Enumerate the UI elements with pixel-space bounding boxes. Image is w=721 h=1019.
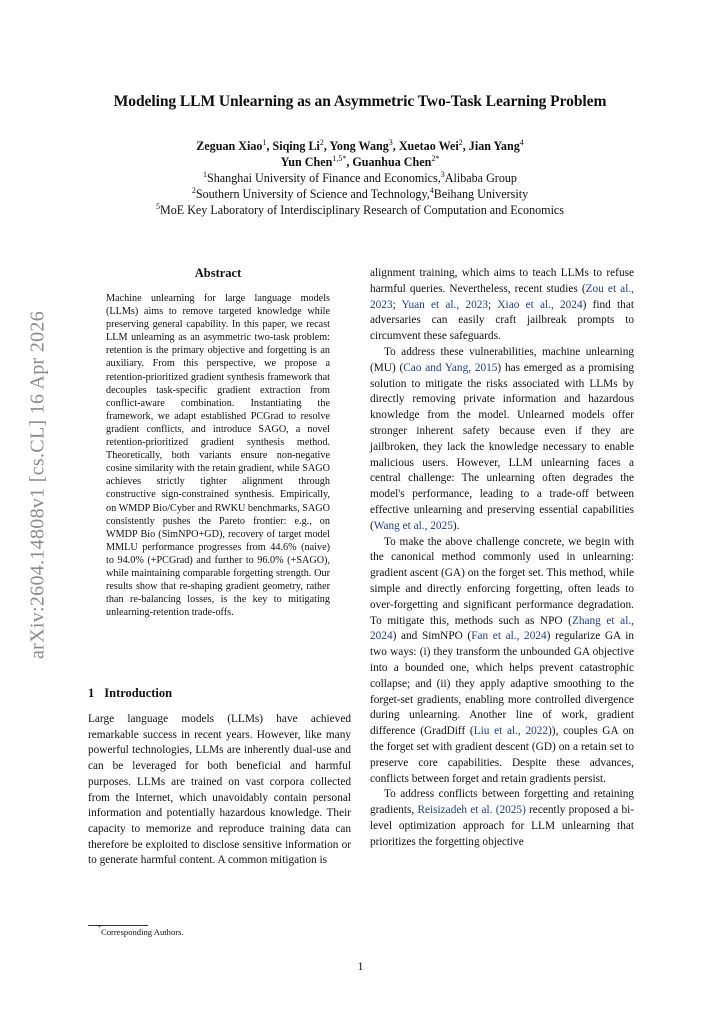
affiliation-sup: 5 [155,202,160,211]
author-name: Xuetao Wei [398,139,459,153]
intro-paragraph [370,266,634,345]
section-heading-introduction [88,686,348,701]
authors-line-1: Zeguan Xiao$^1$, Siqing Li$^2$, Yong Wang$^3$, Xuetao Wei$^2$, Jian Yang$^4$ [196,138,524,153]
author-sup: 2* [431,154,440,163]
footnote-mark: * [98,925,101,931]
arxiv-identifier-text: arXiv:2604.14808v1 [cs.CL] 16 Apr 2026 [26,310,49,660]
text-run: ; [488,298,498,311]
page-number: 1 [357,961,364,973]
author-block [60,138,660,218]
text-run: ) has emerged as a promising solution to mitigate the risks associated with LLMs by directly removing private information and hazardous knowledge from the model. Unlearned models offer stronger inherent safety because even if they are jailbroken, they lack the knowledge necessary to enable malicious users. However, LLM unlearning faces a central challenge: The unlearning often degrades the model's performance, leading to a trade-off between effective unlearning and preserving essential capabilities ( [370,361,634,532]
section-title: Introduction [104,686,173,700]
affiliation-sup: 2 [191,186,196,195]
text-run: ). [452,519,460,532]
abstract-body: Machine unlearning for large language models (LLMs) aims to remove targeted knowledge while preserving general capability. In this paper, we recast LLM unlearning as an asymmetric two-task problem: retention is the primary objective and forgetting is an auxiliary. From this perspective, we propose a retention-prioritized gradient synthesis framework that decouples task-specific gradient extraction from conflict-aware combination. Instantiating the framework, we adapt established PCGrad to resolve gradient conflicts, and introduce SAGO, a novel retention-prioritized gradient synthesis method. Theoretically, both variants ensure non-negative cosine similarity with the retain gradient, while SAGO achieves strictly tighter alignment through constructive sign-constrained synthesis. Empirically, on WMDP Bio/Cyber and RWKU benchmarks, SAGO consistently pushes the Pareto frontier: e.g., on WMDP Bio (SimNPO+GD), recovery of target model MMLU performance progresses from 44.6% (naive) to 94.0% (+PCGrad) and further to 96.0% (+SAGO), while maintaining comparable forgetting strength. Our results show that re-shaping gradient geometry, rather than re-balancing losses, is the key to mitigating unlearning-retention trade-offs. [106,293,330,619]
text-run: To make the above challenge concrete, we begin with the canonical method commonly used in unlearning: gradient ascent (GA) on the forget set. This method, while simple and directly enforcing forgetting, often leads to over-forgetting and significant performance degradation. To mitigate this, methods such as NPO ( [370,535,634,627]
affiliation-text: Beihang University [433,187,529,201]
affiliation-text: Alibaba Group [444,171,517,185]
author-sup: 4 [519,138,524,147]
citation-link[interactable]: Wang et al., 2025 [373,519,453,532]
footnote-text: Corresponding Authors. [101,927,184,937]
affiliation-text: MoE Key Laboratory of Interdisciplinary Research of Computation and Economics [159,203,565,217]
citation-link[interactable]: Zhang et al., 2024 [370,614,634,643]
arxiv-side-identifier [18,300,58,670]
intro-paragraph [370,787,634,850]
paper-title: Modeling LLM Unlearning as an Asymmetric Two-Task Learning Problem [113,93,607,110]
author-name: Guanhua Chen [352,155,432,169]
author-sup: 2 [319,138,324,147]
right-column [370,266,634,850]
authors-line-2: Yun Chen$^{1,5*}$, Guanhua Chen$^{2*}$ [280,154,440,169]
affiliation-sup: 3 [440,170,445,179]
section-number: 1 [88,686,95,700]
affiliation-text: Southern University of Science and Technology, [195,187,430,201]
intro-paragraph [370,535,634,788]
text-run: To address conflicts between forgetting and retaining gradients, [370,788,634,817]
footnote-rule [88,925,148,926]
author-sup: 1 [262,138,267,147]
text-run: recently proposed a bi-level optimization approach for LLM unlearning that prioritizes the forgetting objective [370,804,634,848]
affiliation-line-3 [60,202,660,218]
citation-link[interactable]: Reisizadeh et al. (2025) [417,804,526,817]
author-name: Zeguan Xiao [196,139,263,153]
affiliation-sup: 1 [203,170,207,179]
text-run: )), couples GA on the forget set with gradient descent (GD) on a retain set to preserve core capabilities. Despite these advances, conflicts between forget and retain gradients persist. [370,725,634,785]
text-run: ) and SimNPO ( [392,630,472,643]
citation-link[interactable]: Xiao et al., 2024 [497,298,583,311]
citation-link[interactable]: Zou et al., 2023 [370,282,634,311]
affiliation-line-2 [60,186,660,202]
citation-link[interactable]: Liu et al., 2022 [473,725,549,738]
author-sup: 2 [458,138,463,147]
text-run: alignment training, which aims to teach LLMs to refuse harmful queries. Nevertheless, recent studies ( [370,267,634,295]
abstract-heading: Abstract [194,266,242,280]
affiliation-line-1 [60,170,660,186]
citation-link[interactable]: Cao and Yang, 2015 [403,361,498,374]
author-sup: 3 [388,138,393,147]
citation-link[interactable]: Fan et al., 2024 [471,630,547,643]
affiliation-sup: 4 [429,186,434,195]
text-run: ; [392,298,402,311]
affiliation-text: Shanghai University of Finance and Economics, [207,171,441,185]
text-run: To address these vulnerabilities, machine unlearning (MU) ( [370,345,634,374]
text-run: ) find that adversaries can easily craft jailbreak prompts to circumvent these safeguards. [370,298,634,343]
author-sup: 1,5* [332,154,347,163]
author-name: Yong Wang [329,139,389,153]
introduction-left-column [88,712,351,869]
author-name: Siqing Li [272,139,320,153]
citation-link[interactable]: Yuan et al., 2023 [401,298,489,311]
intro-paragraph [370,345,634,535]
footnote [98,927,184,937]
intro-paragraph: Large language models (LLMs) have achieved remarkable success in recent years. However, like many powerful technologies, LLMs are inherently dual-use and can be leveraged for both beneficial and harmful purposes. LLMs are trained on vast corpora collected from the Internet, which unavoidably contain personal information and potentially hazardous knowledge. Their capacity to memorize and reproduce training data can therefore be exploited to disclose sensitive information or to generate harmful content. A common mitigation is [88,713,351,867]
text-run: ) regularize GA in two ways: (i) they transform the unbounded GA objective into a bounded one, which helps prevent catastrophic collapse; and (ii) they apply adaptive smoothing to the forget-set gradients, enabling more controlled divergence during unlearning. Another line of work, gradient difference (GradDiff ( [370,630,635,738]
author-name: Yun Chen [280,155,333,169]
author-name: Jian Yang [468,139,520,153]
